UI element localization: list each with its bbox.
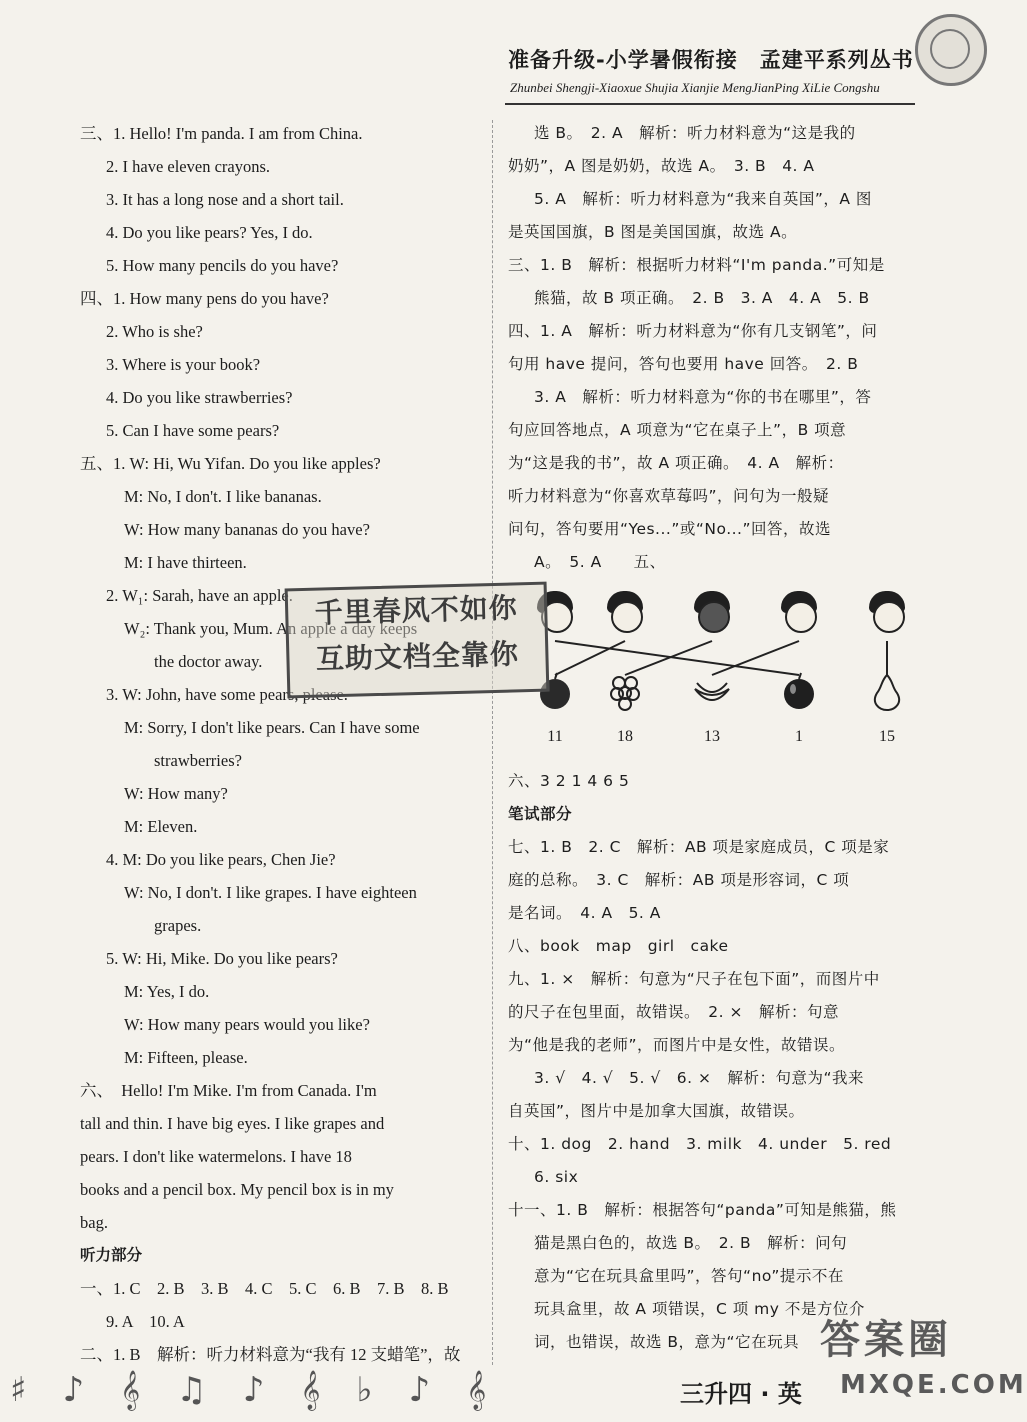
pear-icon — [867, 671, 907, 711]
stamp-line-1: 千里春风不如你 — [314, 591, 519, 630]
answer-line: grapes. — [154, 916, 202, 935]
answer-line: M: Fifteen, please. — [124, 1048, 248, 1067]
fruit-count: 11 — [547, 728, 563, 745]
apple-icon — [779, 671, 819, 711]
answer-line: 五、1. W: Hi, Wu Yifan. Do you like apples? — [80, 454, 381, 473]
answer-line: 的尺子在包里面，故错误。 2. × 解析：句意 — [508, 1003, 839, 1021]
answer-line: 句应回答地点，A 项意为“它在桌子上”，B 项意 — [508, 421, 847, 439]
fruit-count: 1 — [795, 728, 803, 745]
answer-line: 九、1. × 解析：句意为“尺子在包下面”，而图片中 — [508, 970, 880, 988]
child-icon — [605, 591, 645, 635]
answer-line: 十一、1. B 解析：根据答句“panda”可知是熊猫，熊 — [508, 1201, 897, 1219]
answer-line: 七、1. B 2. C 解析：AB 项是家庭成员，C 项是家 — [508, 838, 890, 856]
fruit-count: 13 — [704, 728, 720, 745]
page-header — [0, 0, 1000, 115]
answer-line: 是英国国旗，B 图是美国国旗，故选 A。 — [508, 223, 798, 241]
answer-line: 奶奶”，A 图是奶奶，故选 A。 3. B 4. A — [508, 157, 815, 175]
answer-line: 4. Do you like strawberries? — [106, 388, 293, 407]
answer-line: 三、1. B 解析：根据听力材料“I'm panda.”可知是 — [508, 256, 885, 274]
answer-line: 自英国”，图片中是加拿大国旗，故错误。 — [508, 1102, 805, 1120]
answer-line: 9. A 10. A — [106, 1312, 185, 1331]
answer-line: 3. It has a long nose and a short tail. — [106, 190, 344, 209]
left-column — [80, 117, 480, 1371]
answer-line: 5. Can I have some pears? — [106, 421, 280, 440]
banana-icon — [692, 671, 732, 711]
answer-line: 听力部分 — [80, 1246, 143, 1264]
music-notes-decoration: ♯♪𝄞♫♪𝄞♭♪𝄞 — [10, 1370, 523, 1410]
answer-line: W: How many bananas do you have? — [124, 520, 370, 539]
answer-line: pears. I don't like watermelons. I have 18 — [80, 1147, 352, 1166]
document-stamp — [285, 582, 550, 699]
answer-line: 词，也错误，故选 B，意为“它在玩具 — [534, 1333, 800, 1351]
stamp-line-2: 互助文档全靠你 — [315, 637, 520, 676]
child-icon — [692, 591, 732, 635]
answer-line: 八、book map girl cake — [508, 937, 729, 955]
answer-line: 庭的总称。 3. C 解析：AB 项是形容词，C 项 — [508, 871, 850, 889]
child-icon — [867, 591, 907, 635]
answer-line: 意为“它在玩具盒里吗”，答句“no”提示不在 — [534, 1267, 844, 1285]
answer-line: 十、1. dog 2. hand 3. milk 4. under 5. red — [508, 1135, 892, 1153]
answer-line: 六、 Hello! I'm Mike. I'm from Canada. I'm — [80, 1081, 377, 1100]
answer-line: 玩具盒里，故 A 项错误，C 项 my 不是方位介 — [534, 1300, 865, 1318]
answer-line: 2. I have eleven crayons. — [106, 157, 271, 176]
answer-line: W: How many? — [124, 784, 228, 803]
answer-line: 是名词。 4. A 5. A — [508, 904, 661, 922]
answer-line: 3. √ 4. √ 5. √ 6. × 解析：句意为“我来 — [534, 1069, 865, 1087]
series-pinyin: Zhunbei Shengji-Xiaoxue Shujia Xianjie MengJianPing XiLie Congshu — [510, 80, 880, 95]
answer-line: tall and thin. I have big eyes. I like grapes and — [80, 1114, 385, 1133]
matching-exercise — [530, 583, 930, 763]
answer-line: 笔试部分 — [508, 805, 573, 823]
answer-line: 三、1. Hello! I'm panda. I am from China. — [80, 124, 363, 143]
fruit-count: 18 — [617, 728, 633, 745]
answer-line: 四、1. How many pens do you have? — [80, 289, 329, 308]
series-title: 准备升级-小学暑假衔接 孟建平系列丛书 — [508, 48, 914, 72]
answer-line: 3. Where is your book? — [106, 355, 261, 374]
answer-line: M: Sorry, I don't like pears. Can I have some — [124, 718, 420, 737]
answer-line: 为“这是我的书”，故 A 项正确。 4. A 解析： — [508, 454, 844, 472]
column-divider — [492, 120, 493, 1365]
answer-line: 5. How many pencils do you have? — [106, 256, 339, 275]
answer-line: 猫是黑白色的，故选 B。 2. B 解析：问句 — [534, 1234, 848, 1252]
answer-line: 6. six — [534, 1168, 579, 1186]
answer-line: W: No, I don't. I like grapes. I have eighteen — [124, 883, 417, 902]
answer-line: 四、1. A 解析：听力材料意为“你有几支钢笔”，问 — [508, 322, 878, 340]
answer-line: 3. W: John, have some pears, please. — [106, 685, 348, 704]
answer-line: 听力材料意为“你喜欢草莓吗”，问句为一般疑 — [508, 487, 830, 505]
answer-line: the doctor away. — [154, 652, 263, 671]
answer-line: 选 B。 2. A 解析：听力材料意为“这是我的 — [534, 124, 856, 142]
answer-line: 熊猫，故 B 项正确。 2. B 3. A 4. A 5. B — [534, 289, 870, 307]
answer-line: A。 5. A 五、 — [534, 553, 666, 571]
answer-line: 二、1. B 解析：听力材料意为“我有 12 支蜡笔”，故 — [80, 1345, 461, 1364]
grade-label: 三升四 · 英 — [680, 1380, 802, 1408]
answer-line: W: How many pears would you like? — [124, 1015, 370, 1034]
answer-line: 一、1. C 2. B 3. B 4. C 5. C 6. B 7. B 8. B — [80, 1279, 449, 1298]
site-watermark: 答案圈 MXQE.COM — [820, 1317, 1027, 1400]
answer-line: W₂: Thank you, Mum. An apple a day keeps — [124, 619, 418, 638]
answer-line: M: Yes, I do. — [124, 982, 210, 1001]
header-rule — [505, 103, 915, 105]
answer-line: strawberries? — [154, 751, 242, 770]
grapes-icon — [605, 671, 645, 711]
answer-line: 5. W: Hi, Mike. Do you like pears? — [106, 949, 338, 968]
answer-line: 句用 have 提问，答句也要用 have 回答。 2. B — [508, 355, 859, 373]
answer-line: 4. M: Do you like pears, Chen Jie? — [106, 850, 336, 869]
answer-line: 六、3 2 1 4 6 5 — [508, 772, 630, 790]
answer-line: 3. A 解析：听力材料意为“你的书在哪里”，答 — [534, 388, 872, 406]
answer-line: 2. Who is she? — [106, 322, 203, 341]
answer-line: 问句，答句要用“Yes...”或“No...”回答，故选 — [508, 520, 832, 538]
answer-line: 4. Do you like pears? Yes, I do. — [106, 223, 313, 242]
answer-line: 2. W₁: Sarah, have an apple. — [106, 586, 293, 605]
answer-line: 为“他是我的老师”，而图片中是女性，故错误。 — [508, 1036, 846, 1054]
answer-line: books and a pencil box. My pencil box is in my — [80, 1180, 394, 1199]
answer-line: bag. — [80, 1213, 108, 1232]
answer-line: 5. A 解析：听力材料意为“我来自英国”，A 图 — [534, 190, 872, 208]
fruit-count: 15 — [879, 728, 895, 745]
answer-line: M: Eleven. — [124, 817, 198, 836]
child-icon — [779, 591, 819, 635]
answer-line: M: I have thirteen. — [124, 553, 247, 572]
answer-line: M: No, I don't. I like bananas. — [124, 487, 322, 506]
series-logo-seal — [915, 14, 987, 86]
